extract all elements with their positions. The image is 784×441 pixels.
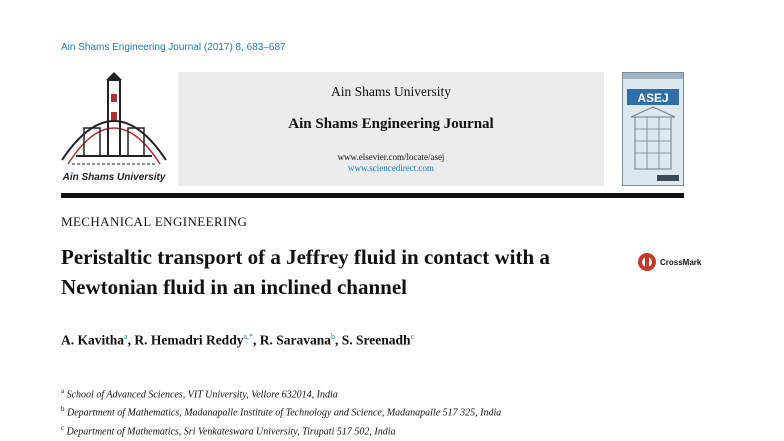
section-label: MECHANICAL ENGINEERING [61, 214, 248, 229]
logo-text: Ain Shams University [62, 172, 166, 183]
elsevier-link[interactable]: www.elsevier.com/locate/asej [337, 152, 445, 162]
author-name[interactable]: R. Saravana [259, 332, 332, 348]
author-name[interactable]: R. Hemadri Reddy [134, 332, 244, 348]
affiliation-mark: a [61, 387, 65, 395]
journal-name: Ain Shams Engineering Journal [288, 116, 494, 132]
affiliation-item [61, 402, 501, 420]
university-name: Ain Shams University [331, 84, 451, 99]
affiliation-text: Department of Mathematics, Sri Venkateswara University, Tirupati 517 502, India [66, 425, 396, 437]
author-affil-mark[interactable]: a,* [243, 332, 254, 341]
author-separator: , [127, 332, 135, 348]
journal-cover-image [622, 72, 684, 186]
author-separator: , [253, 332, 260, 348]
affiliation-text: School of Advanced Sciences, VIT University, Vellore 632014, India [66, 389, 338, 401]
cover-label: ASEJ [637, 91, 669, 105]
crossmark-label[interactable]: CrossMark [660, 258, 702, 267]
affiliation-item [61, 384, 501, 402]
affiliation-mark: b [61, 405, 65, 414]
author-list [61, 332, 414, 349]
affiliation-item [61, 421, 501, 439]
article-title: Peristaltic transport of a Jeffrey fluid in contact with a Newtonian fluid in an inclined channel [61, 245, 550, 299]
header-rule [61, 193, 684, 198]
journal-citation[interactable]: Ain Shams Engineering Journal (2017) 8, 683–687 [61, 42, 286, 53]
affiliation-mark: c [61, 423, 65, 432]
ain-shams-university-logo [58, 72, 170, 186]
journal-header [178, 72, 604, 186]
author-affil-mark[interactable]: c [410, 332, 415, 341]
affiliation-list [61, 384, 501, 439]
author-name[interactable]: S. Sreenadh [341, 332, 411, 348]
author-affil-mark[interactable]: b [331, 332, 336, 341]
cover-illustration [623, 73, 683, 185]
sciencedirect-link[interactable]: www.sciencedirect.com [348, 163, 434, 173]
author-name[interactable]: A. Kavitha [61, 332, 125, 348]
affiliation-text: Department of Mathematics, Madanapalle Institute of Technology and Science, Madanapalle 517 325, India [67, 407, 502, 419]
author-affil-mark[interactable]: a [124, 332, 128, 341]
author-separator: , [335, 332, 342, 348]
